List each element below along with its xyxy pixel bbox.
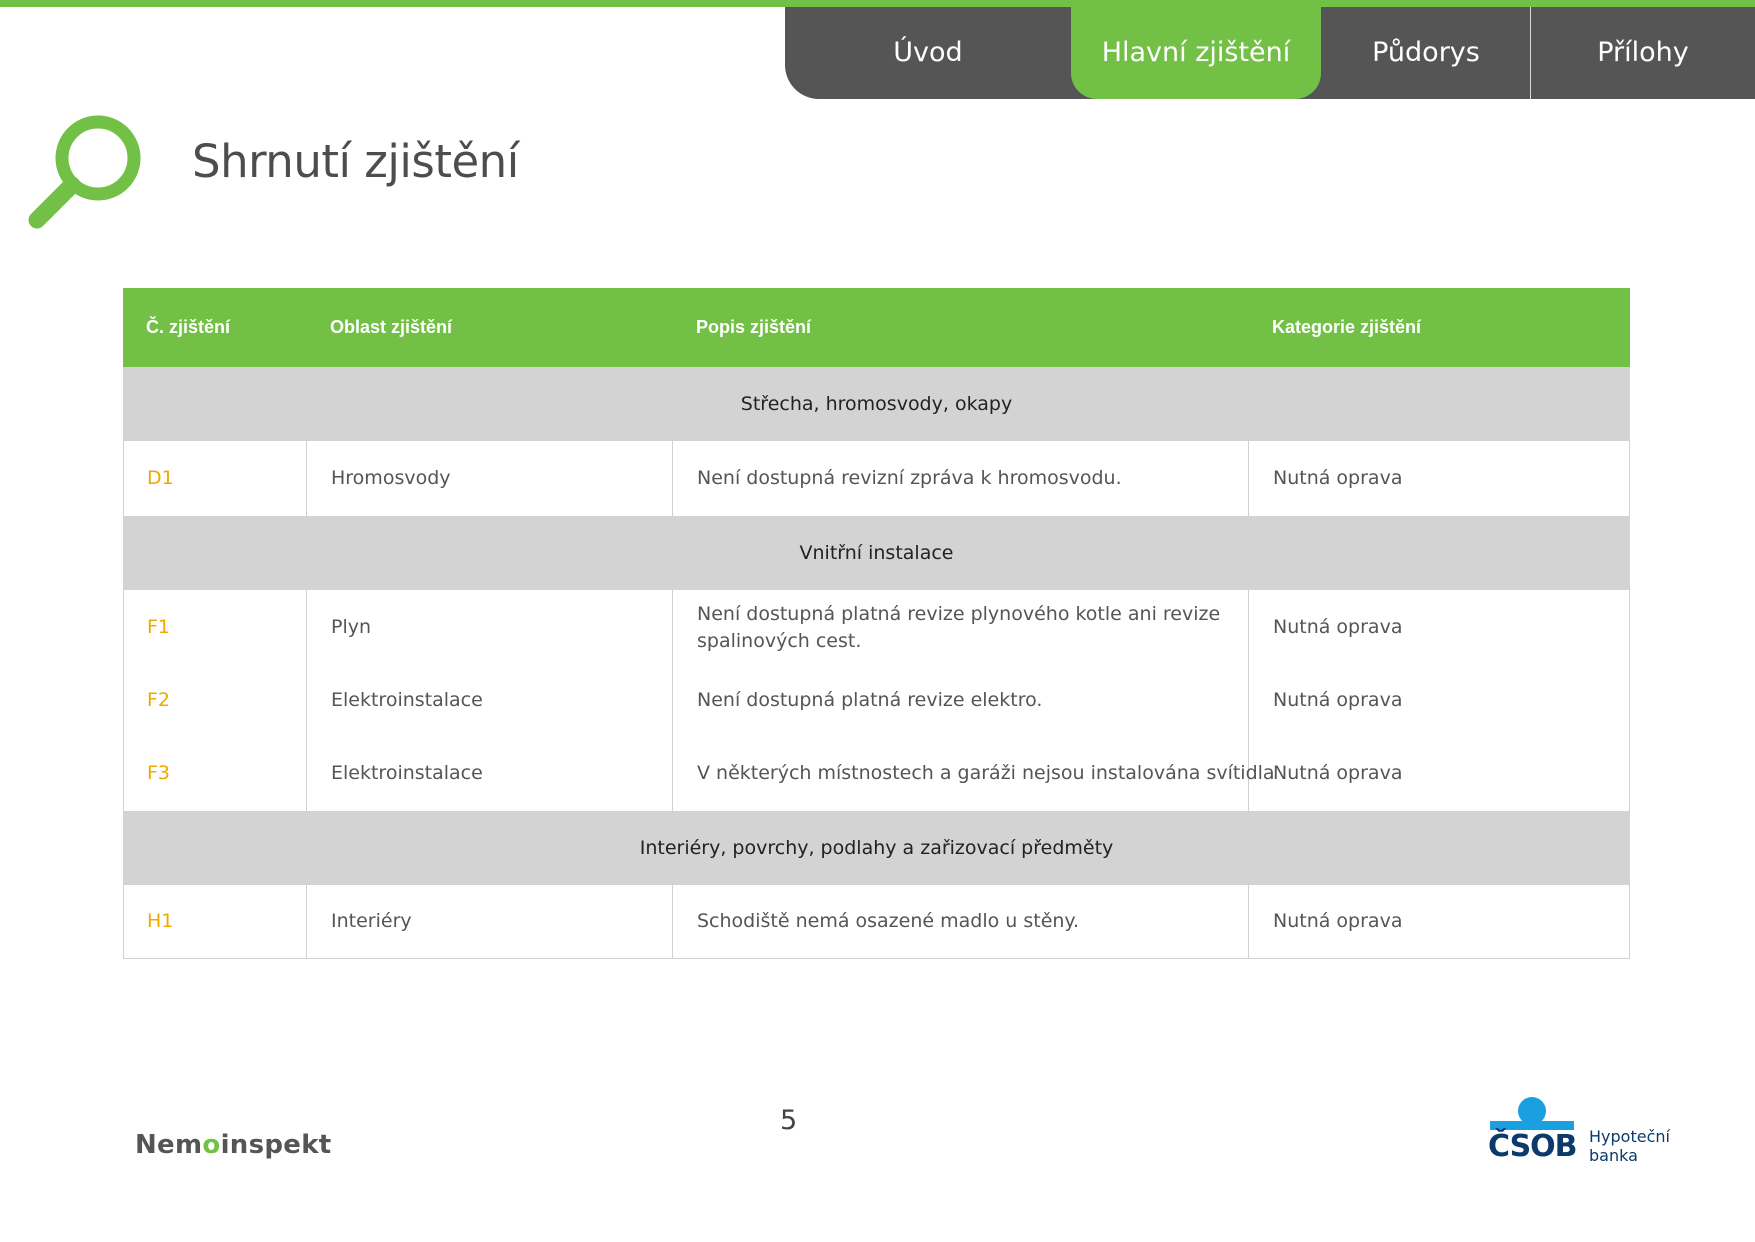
group-rows [123,885,1630,958]
finding-area: Interiéry [331,910,412,932]
group-rows [123,441,1630,516]
finding-area: Hromosvody [331,467,451,489]
finding-category: Nutná oprava [1273,688,1403,711]
table-row [124,590,1629,665]
header-cislo: Č. zjištění [146,317,231,337]
table-row [124,441,1629,516]
finding-id: H1 [147,910,174,932]
header-popis: Popis zjištění [696,317,812,337]
top-navigation [785,7,1755,99]
group-heading: Interiéry, povrchy, podlahy a zařizovací předměty [123,811,1630,885]
nemoinspekt-logo: Nemoinspekt [135,1130,332,1160]
finding-id: D1 [147,467,174,489]
tab-hlavni-zjisteni[interactable]: Hlavní zjištění [1071,7,1321,99]
table-header [123,288,1630,367]
finding-description: Není dostupná platná revize elektro. [697,688,1043,711]
finding-category: Nutná oprava [1273,910,1403,932]
magnifier-icon [26,115,151,240]
finding-description: Schodiště nemá osazené madlo u stěny. [697,910,1080,932]
finding-area: Elektroinstalace [331,761,483,784]
finding-description: V některých místnostech a garáži nejsou instalována svítidla [697,761,1275,784]
page-number: 5 [780,1105,798,1136]
finding-category: Nutná oprava [1273,467,1403,489]
finding-description: Není dostupná revizní zpráva k hromosvodu. [697,467,1122,489]
table-bottom-border [123,958,1630,959]
header-kategorie: Kategorie zjištění [1272,317,1422,337]
finding-area: Plyn [331,616,372,638]
header-oblast: Oblast zjištění [330,317,453,337]
group-heading: Vnitřní instalace [123,516,1630,590]
tab-pudorys[interactable]: Půdorys [1372,37,1480,68]
finding-id: F1 [147,616,171,638]
table-row [124,735,1629,811]
tab-prilohy[interactable]: Přílohy [1597,37,1689,68]
page-title: Shrnutí zjištění [192,135,519,188]
table-row [124,885,1629,958]
findings-table [123,288,1630,959]
tab-uvod[interactable]: Úvod [893,37,963,68]
group-heading: Střecha, hromosvody, okapy [123,367,1630,441]
finding-category: Nutná oprava [1273,616,1403,638]
finding-id: F3 [147,761,171,784]
group-rows [123,590,1630,811]
finding-category: Nutná oprava [1273,761,1403,784]
finding-area: Elektroinstalace [331,688,483,711]
csob-hypotecni-banka-logo [1488,1097,1674,1169]
csob-wordmark: ČSOB [1488,1129,1577,1164]
top-accent-line [0,0,1755,7]
finding-description: Není dostupná platná revize plynového kotle ani revize spalinových cest. [697,602,1221,652]
table-row [124,665,1629,735]
hypotecni-banka-text: Hypoteční banka [1589,1127,1670,1165]
finding-id: F2 [147,688,171,711]
